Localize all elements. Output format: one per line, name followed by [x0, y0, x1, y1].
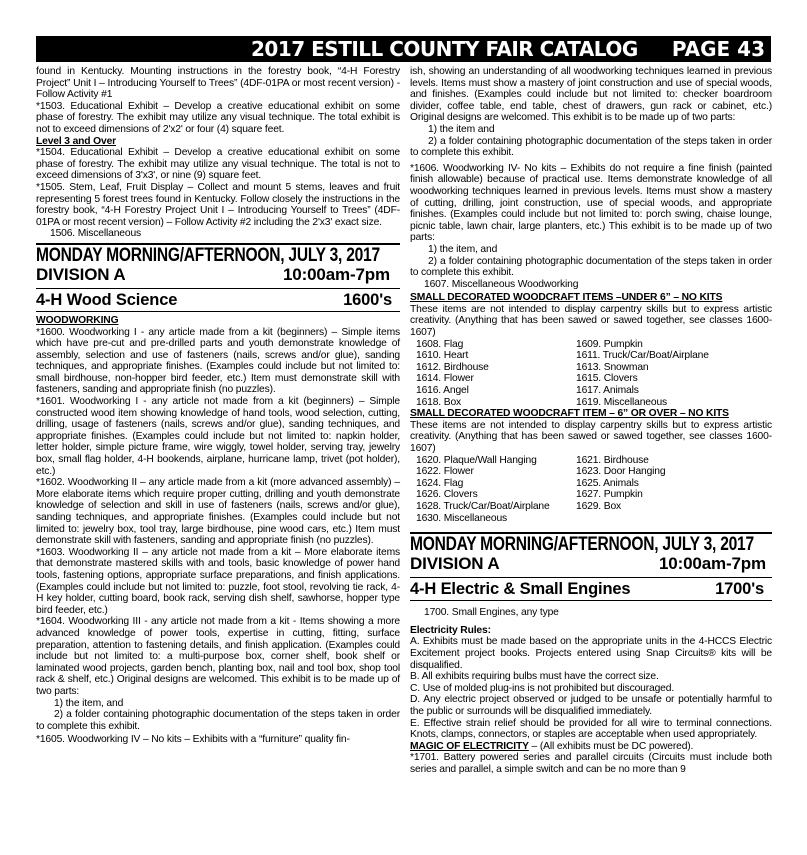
- paragraph: *1701. Battery powered series and parallel circuits (Circuits must include both series and parallel, a simple switch and can be no more than 9: [410, 752, 772, 775]
- paragraph: 2) a folder containing photographic documentation of the steps taken in order to complete this exhibit.: [410, 255, 772, 279]
- paragraph: *1603. Woodworking II – any article not made from a kit – More elaborate items that demonstrate mastered skills with and tools, basic knowledge of power hand tools, fastening options, appropriate surface preparations, and finish applications. (Examples could include but not limited to: puzzle, foot stool, revolving tie rack, 4-H key holder, cutting board, book rack, serving dish shelf, sawhorse, hopper type bird feeder, etc.): [36, 546, 400, 616]
- paragraph: *1605. Woodworking IV – No kits – Exhibits with a “furniture” quality fin-: [36, 734, 350, 746]
- list-item: 1619. Miscellaneous: [576, 396, 668, 408]
- list-item: 1618. Box: [416, 396, 462, 408]
- list-item: 1608. Flag: [416, 338, 464, 350]
- rule-item: D. Any electric project observed or judged to be unsafe or potentially harmful to the public or surrounds will be disqualified immediately.: [410, 694, 772, 717]
- divider: [410, 600, 772, 601]
- list-item: 1630. Miscellaneous: [416, 512, 508, 524]
- list-item: 1611. Truck/Car/Boat/Airplane: [576, 350, 709, 362]
- rule-item: B. All exhibits requiring bulbs must have the correct size.: [410, 671, 659, 683]
- division-label: DIVISION A: [410, 554, 500, 574]
- paragraph: *1604. Woodworking III - any article not made from a kit - Items showing a more advanced knowledge of power tools, expertise in cutting, fitting, surface preparation, attention to fastening details, and finish application. (Examples could include but not limited to: a multi-purpose box, corner shelf, book shelf or laminated wood projects, garden bench, planting box, nail and tool box, shop tool rack & shelf, etc.) Original designs are welcomed. This exhibit is to be made up of two parts:: [36, 616, 400, 697]
- rule-item: C. Use of molded plug-ins is not prohibited but discouraged.: [410, 682, 675, 694]
- list-item: 1612. Birdhouse: [416, 361, 489, 373]
- list-item: 1622. Flower: [416, 466, 474, 478]
- list-item: 1628. Truck/Car/Boat/Airplane: [416, 500, 550, 512]
- rules-heading: Electricity Rules:: [410, 624, 491, 636]
- list-item: 1613. Snowman: [576, 361, 649, 373]
- class-list: [410, 339, 772, 409]
- list-item: 1627. Pumpkin: [576, 489, 643, 501]
- section-heading: MAGIC OF ELECTRICITY: [410, 740, 529, 752]
- category-row: [36, 289, 400, 311]
- paragraph: *1504. Educational Exhibit – Develop a creative educational exhibit on some phase of forestry. The exhibit may utilize any visual technique. The total is not to exceed dimensions of 3'x3', or nine (9) square feet.: [36, 147, 400, 182]
- list-item: 1617. Animals: [576, 385, 639, 397]
- list-item: 1610. Heart: [416, 350, 469, 362]
- list-item: 1624. Flag: [416, 477, 464, 489]
- paragraph: ish, showing an understanding of all woodworking techniques learned in previous levels. Items must show a mastery of joint construction and use of special woods, and finishes. (Examples could include but not limited to: checker boardroom divider, coffee table, end table, chest of drawers, gun rack or cabinet, etc.) Original designs are welcomed. This exhibit is to be made up of two parts:: [410, 66, 772, 124]
- category-row: [410, 578, 772, 600]
- paragraph: 1700. Small Engines, any type: [424, 607, 559, 619]
- paragraph: 1506. Miscellaneous: [50, 228, 142, 240]
- list-item: 1615. Clovers: [576, 373, 638, 385]
- paragraph: *1600. Woodworking I - any article made from a kit (beginners) – Simple items which have pre-cut and pre-drilled parts and youth demonstrate knowledge of assembly, selection and use of fasteners (nails, screws and/or glue), sanding techniques, and appropriate finishes. (Examples could include but not limited to: small birdhouse, non-hopper bird feeder, etc.) Item must demonstrate skill with fasteners, sanding and appropriate finish (no puzzles).: [36, 326, 400, 396]
- division-label: DIVISION A: [36, 264, 126, 284]
- divider: [36, 311, 400, 312]
- division-row: [36, 266, 400, 284]
- session-heading: MONDAY MORNING/AFTERNOON, JULY 3, 2017: [410, 534, 754, 556]
- division-time: 10:00am-7pm: [658, 554, 766, 574]
- paragraph: 1607. Miscellaneous Woodworking: [424, 278, 579, 290]
- list-item: 1625. Animals: [576, 477, 639, 489]
- magic-line: [410, 741, 772, 753]
- division-time: 10:00am-7pm: [282, 264, 390, 284]
- list-item: 1614. Flower: [416, 373, 474, 385]
- left-column: [36, 66, 400, 746]
- class-list: [410, 455, 772, 525]
- section-heading: SMALL DECORATED WOODCRAFT ITEM – 6” OR OVER – NO KITS: [410, 408, 729, 420]
- section-heading: SMALL DECORATED WOODCRAFT ITEMS –UNDER 6” – NO KITS: [410, 292, 723, 304]
- paragraph: These items are not intended to display carpentry skills but to express artistic creativity. (Anything that has been sawed or sawed together, see classes 1600-1607): [410, 303, 772, 339]
- list-item: 1620. Plaque/Wall Hanging: [416, 454, 537, 466]
- list-item: 1621. Birdhouse: [576, 454, 649, 466]
- paragraph: 1) the item and: [428, 123, 495, 135]
- catalog-title: 2017 ESTILL COUNTY FAIR CATALOG: [251, 37, 638, 61]
- paragraph: 1) the item, and: [54, 697, 124, 709]
- category-number: 1600's: [343, 290, 392, 309]
- paragraph: *1503. Educational Exhibit – Develop a creative educational exhibit on some phase of forestry. The exhibit may utilize any visual technique. The total exhibit is not to exceed dimensions of 2'x2' or four (4) square feet.: [36, 100, 400, 135]
- rule-item: A. Exhibits must be made based on the appropriate units in the 4-HCCS Electric Excitement project books. Projects entered using Snap Circuits® kits will be disqualified.: [410, 636, 772, 671]
- category-number: 1700's: [715, 580, 764, 599]
- division-row: [410, 555, 772, 573]
- category-title: 4-H Electric & Small Engines: [410, 580, 631, 599]
- paragraph: 2) a folder containing photographic documentation of the steps taken in order to complete this exhibit.: [410, 135, 772, 159]
- list-item: 1626. Clovers: [416, 489, 478, 501]
- list-item: 1616. Angel: [416, 385, 469, 397]
- list-item: 1609. Pumpkin: [576, 338, 643, 350]
- page-number: PAGE 43: [671, 37, 765, 61]
- paragraph: *1505. Stem, Leaf, Fruit Display – Collect and mount 5 stems, leaves and fruit representing 5 forest trees found in Kentucky. Follow closely the instructions in the forestry book, “4-H Forestry Project Unit I – Introducing Yourself to Trees” (4DF-01PA or most recent version) – Follow Activity #2 including the 2'x3' exact size.: [36, 181, 400, 228]
- category-title: 4-H Wood Science: [36, 290, 178, 309]
- list-item: 1623. Door Hanging: [576, 466, 666, 478]
- paragraph: 1) the item, and: [428, 243, 498, 255]
- session-heading: MONDAY MORNING/AFTERNOON, JULY 3, 2017: [36, 244, 380, 266]
- paragraph: *1602. Woodworking II – any article made from a kit (more advanced assembly) – More elaborate items which require proper cutting, drilling and youth demonstrate knowledge of selection and skill in use of fasteners (nails, screws and/or glue), sanding techniques, and appropriate finishes. (Examples could include but not limited to: jewelry box, tool tray, large birdhouse, pine wood cars, etc.) Item must demonstrate skill with fasteners, sanding and appropriate finish (no puzzles).: [36, 477, 400, 547]
- paragraph: *1606. Woodworking IV- No kits – Exhibits do not require a fine finish (painted finish allowable) because of practical use. Items demonstrate knowledge of all woodworking techniques learned in previous levels. Items must show a mastery of cutting, drilling, joint construction, use of special woods, and appropriate finishes. (Examples could include but not limited to: porch swing, chaise lounge, picnic table, lawn chair, large planters, etc.) This exhibit is to be made up of two parts:: [410, 162, 772, 244]
- level-heading: Level 3 and Over: [36, 135, 117, 147]
- section-heading: WOODWORKING: [36, 314, 119, 326]
- page-header-banner: [36, 36, 771, 62]
- paragraph: These items are not intended to display carpentry skills but to express artistic creativity. (Anything that has been sawed or sawed together, see classes 1600-1607): [410, 419, 772, 454]
- paragraph: 2) a folder containing photographic documentation of the steps taken in order to complete this exhibit.: [36, 709, 400, 732]
- magic-note: – (All exhibits must be DC powered).: [528, 740, 694, 752]
- paragraph: found in Kentucky. Mounting instructions in the forestry book, “4-H Forestry Project” Unit I – Introducing Yourself to Trees” (4DF-01PA or most recent version) - Follow Activity #1: [36, 66, 400, 101]
- list-item: 1629. Box: [576, 500, 622, 512]
- right-column: [410, 66, 772, 775]
- rule-item: E. Effective strain relief should be provided for all wire to terminal connections. Knots, clamps, connectors, or staples are acceptable when used appropriately.: [410, 717, 772, 741]
- paragraph: *1601. Woodworking I - any article not made from a kit (beginners) – Simple constructed wood item showing knowledge of hand tools, wood selection, cutting, drilling, usage of fasteners (nails, screws and/or glue), sanding techniques, and appropriate finishes. (Examples could include but not limited to: napkin holder, letter holder, simple picture frame, wire wiggly, towel holder, serving tray, jewelry box, small flag holder, 4-H bookends, airplane, hurricane lamp, trivet (pot holder), etc.): [36, 396, 400, 477]
